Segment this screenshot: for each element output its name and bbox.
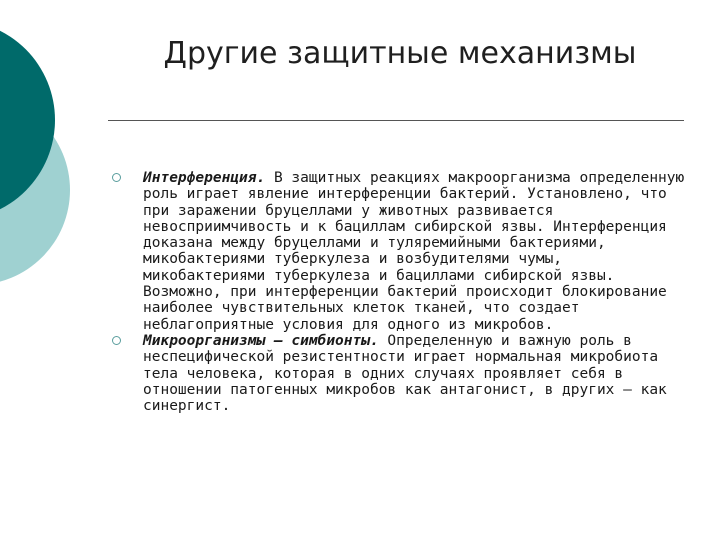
bullet-term: Микроорганизмы – симбионты. [143, 332, 379, 349]
title-divider [108, 120, 684, 121]
bullet-item-interference [112, 170, 692, 333]
bullet-body: Определенную и важную роль в неспецифической резистентности играет нормальная микробиота тела человека, которая в одних случаях проявляет себя в отношении патогенных микробов как антагонист, в других – как синергист. [143, 332, 667, 415]
bullet-text [143, 170, 692, 333]
circle-bullet-icon [112, 173, 121, 182]
slide-title: Другие защитные механизмы [163, 36, 637, 71]
circle-bullet-icon [112, 336, 121, 345]
bullet-body: В защитных реакциях макроорганизма определенную роль играет явление интерференции бактерий. Установлено, что при заражении бруцеллами у животных развивается невосприимчивость и к бациллам сибирской язвы. Интерференция доказана между бруцеллами и туляремийными бактериями, микобактериями туберкулеза и возбудителями чумы, микобактериями туберкулеза и бациллами сибирской язвы. Возможно, при интерференции бактерий происходит блокирование наиболее чувствительных клеток тканей, что создает неблагоприятные условия для одного из микробов. [143, 170, 685, 333]
bullet-term: Интерференция. [143, 170, 266, 186]
bullet-item-symbionts [112, 333, 692, 414]
bullet-text [143, 333, 692, 414]
bullet-list [112, 170, 692, 414]
